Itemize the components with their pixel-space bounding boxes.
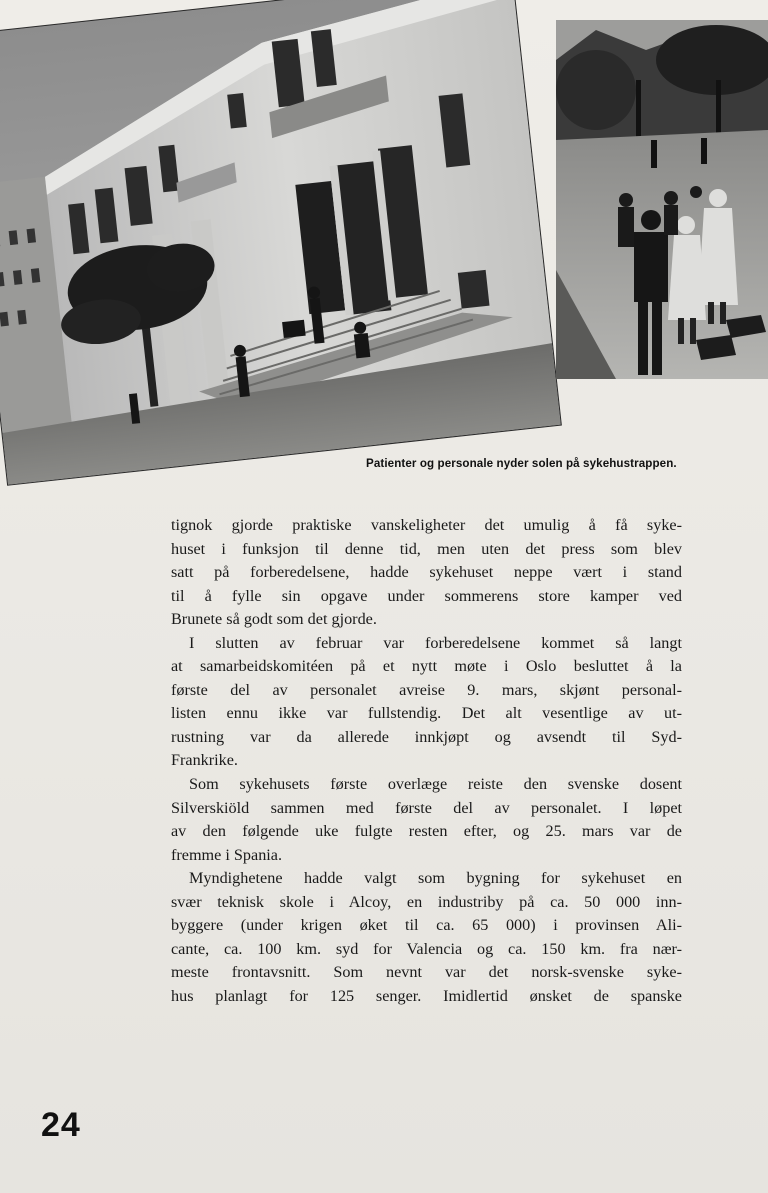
text-line: Silverskiöld sammen med første del av personalet. I løpet xyxy=(171,798,682,817)
text-line: fremme i Spania. xyxy=(171,845,283,864)
text-line: Brunete så godt som det gjorde. xyxy=(171,610,377,629)
text-line: I slutten av februar var forberedelsene kommet så langt xyxy=(189,633,682,652)
text-line: huset i funksjon til denne tid, men uten det press som blev xyxy=(171,539,682,558)
hospital-building-photo xyxy=(0,0,561,485)
text-line: listen ennu ikke var fullstendig. Det alt vesentlige av ut- xyxy=(171,704,682,723)
text-line: Frankrike. xyxy=(171,751,238,770)
body-text xyxy=(171,514,682,1008)
text-line: til å fylle sin opgave under sommerens store kamper ved xyxy=(171,586,682,605)
text-line: rustning var da allerede innkjøpt og avsendt til Syd- xyxy=(171,727,682,746)
text-line: cante, ca. 100 km. syd for Valencia og ca. 150 km. fra nær- xyxy=(171,939,682,958)
page-number: 24 xyxy=(41,1106,81,1144)
text-line: Myndighetene hadde valgt som bygning for sykehuset en xyxy=(189,869,682,888)
text-line: meste frontavsnitt. Som nevnt var det norsk-svenske syke- xyxy=(171,963,682,982)
text-line: at samarbeidskomitéen på et nytt møte i Oslo besluttet å la xyxy=(171,657,682,676)
text-line: hus planlagt for 125 senger. Imidlertid ønsket de spanske xyxy=(171,986,682,1005)
street-people-photo xyxy=(556,20,768,379)
text-line: første del av personalet avreise 9. mars, skjønt personal- xyxy=(171,680,682,699)
photo-caption: Patienter og personale nyder solen på sykehustrappen. xyxy=(366,457,677,470)
text-line: Som sykehusets første overlæge reiste den svenske dosent xyxy=(189,775,682,794)
text-line: byggere (under krigen øket til ca. 65 000) i provinsen Ali- xyxy=(171,916,682,935)
text-line: av den følgende uke fulgte resten efter, og 25. mars var de xyxy=(171,822,682,841)
text-line: tignok gjorde praktiske vanskeligheter det umulig å få syke- xyxy=(171,516,682,534)
text-line: satt på forberedelsene, hadde sykehuset neppe vært i stand xyxy=(171,563,682,582)
text-line: svær teknisk skole i Alcoy, en industriby på ca. 50 000 inn- xyxy=(171,892,682,911)
